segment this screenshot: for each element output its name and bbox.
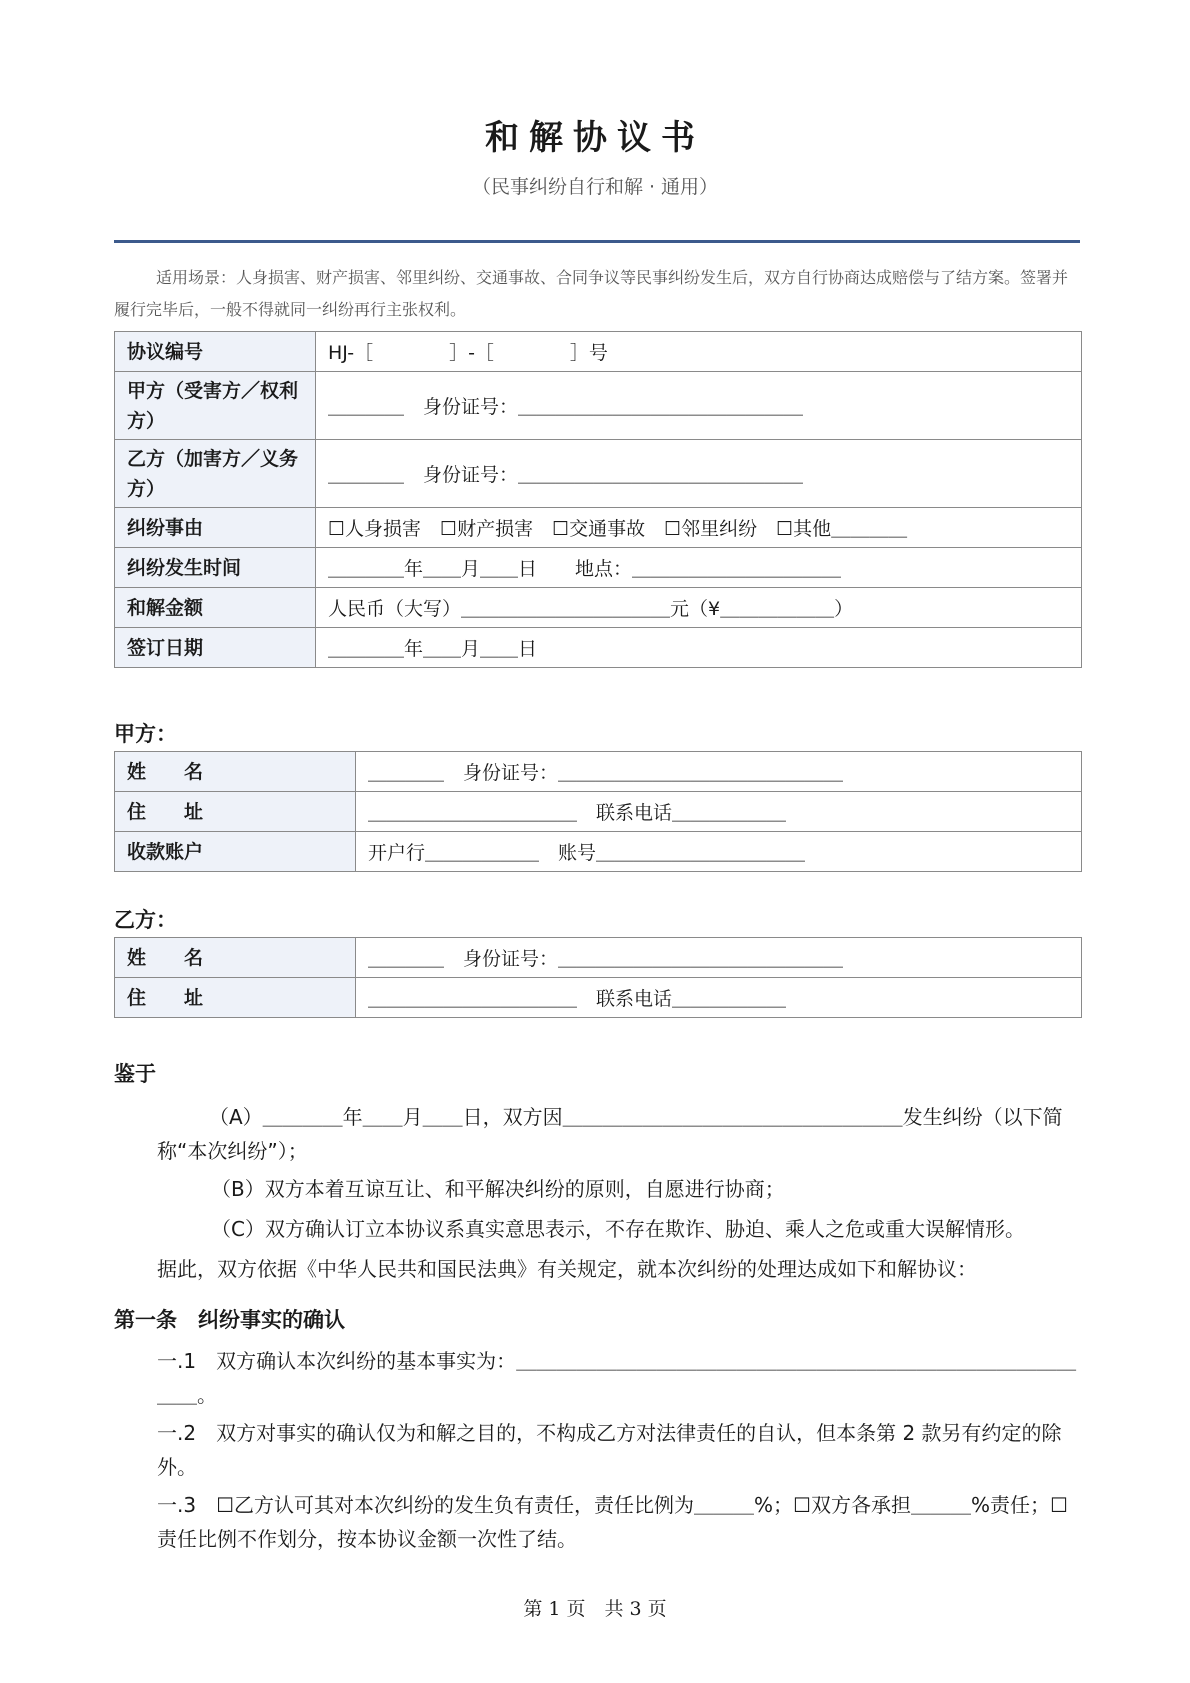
party-b-name-field[interactable]: ＿＿＿＿ 身份证号：＿＿＿＿＿＿＿＿＿＿＿＿＿＿＿ [356, 938, 1082, 978]
document-title: 和解协议书 [485, 118, 705, 158]
table-row [115, 508, 1082, 548]
table-row [115, 372, 1082, 440]
row-label: 住 址 [115, 978, 356, 1018]
summary-table [114, 331, 1082, 668]
whereas-heading: 鉴于 [114, 1062, 156, 1086]
row-label: 甲方（受害方／权利方） [115, 372, 316, 440]
party-a-name-field[interactable]: ＿＿＿＿ 身份证号：＿＿＿＿＿＿＿＿＿＿＿＿＿＿＿ [356, 752, 1082, 792]
party-a-table [114, 751, 1082, 872]
table-row [115, 628, 1082, 668]
dispute-type-checkboxes[interactable]: ☐人身损害 ☐财产损害 ☐交通事故 ☐邻里纠纷 ☐其他＿＿＿＿ [316, 508, 1082, 548]
settlement-amount-field[interactable]: 人民币（大写）＿＿＿＿＿＿＿＿＿＿＿元（¥＿＿＿＿＿＿） [316, 588, 1082, 628]
party-a-field[interactable]: ＿＿＿＿ 身份证号：＿＿＿＿＿＿＿＿＿＿＿＿＿＿＿ [316, 372, 1082, 440]
whereas-clause-b: （B）双方本着互谅互让、和平解决纠纷的原则，自愿进行协商； [211, 1177, 785, 1201]
party-b-table [114, 937, 1082, 1018]
signing-date-field[interactable]: ＿＿＿＿年＿＿月＿＿日 [316, 628, 1082, 668]
dispute-time-field[interactable]: ＿＿＿＿年＿＿月＿＿日 地点：＿＿＿＿＿＿＿＿＿＿＿ [316, 548, 1082, 588]
row-label: 纠纷事由 [115, 508, 316, 548]
party-a-address-field[interactable]: ＿＿＿＿＿＿＿＿＿＿＿ 联系电话＿＿＿＿＿＿ [356, 792, 1082, 832]
table-row [115, 832, 1082, 872]
article-1-clause-2: 一.2 双方对事实的确认仅为和解之目的，不构成乙方对法律责任的自认，但本条第 2 款另有约定的除外。 [157, 1421, 1062, 1479]
table-row [115, 938, 1082, 978]
whereas-clause-a: （A）＿＿＿＿年＿＿月＿＿日，双方因＿＿＿＿＿＿＿＿＿＿＿＿＿＿＿＿＿发生纠纷（以下简称“本次纠纷”）； [157, 1105, 1063, 1163]
title-divider [114, 240, 1080, 243]
party-a-heading: 甲方： [114, 722, 177, 746]
row-label: 协议编号 [115, 332, 316, 372]
whereas-conclusion: 据此，双方依据《中华人民共和国民法典》有关规定，就本次纠纷的处理达成如下和解协议： [157, 1257, 977, 1281]
row-label: 姓 名 [115, 938, 356, 978]
row-label: 签订日期 [115, 628, 316, 668]
table-row [115, 548, 1082, 588]
row-label: 纠纷发生时间 [115, 548, 316, 588]
document-subtitle: （民事纠纷自行和解 · 通用） [471, 176, 719, 198]
article-1-heading: 第一条 纠纷事实的确认 [114, 1308, 345, 1332]
table-row [115, 752, 1082, 792]
party-b-heading: 乙方： [114, 908, 177, 932]
party-b-field[interactable]: ＿＿＿＿ 身份证号：＿＿＿＿＿＿＿＿＿＿＿＿＿＿＿ [316, 440, 1082, 508]
party-a-account-field[interactable]: 开户行＿＿＿＿＿＿ 账号＿＿＿＿＿＿＿＿＿＿＿ [356, 832, 1082, 872]
page-number: 第 1 页 共 3 页 [523, 1598, 667, 1620]
whereas-clause-c: （C）双方确认订立本协议系真实意思表示，不存在欺诈、胁迫、乘人之危或重大误解情形。 [211, 1217, 1025, 1241]
row-label: 姓 名 [115, 752, 356, 792]
table-row [115, 792, 1082, 832]
row-label: 住 址 [115, 792, 356, 832]
agreement-number-field[interactable]: HJ-［ ］-［ ］号 [316, 332, 1082, 372]
article-1-clause-1: 一.1 双方确认本次纠纷的基本事实为：＿＿＿＿＿＿＿＿＿＿＿＿＿＿＿＿＿＿＿＿＿＿＿＿＿＿＿＿＿＿。 [157, 1349, 1077, 1407]
table-row [115, 332, 1082, 372]
row-label: 和解金额 [115, 588, 316, 628]
table-row [115, 588, 1082, 628]
table-row [115, 440, 1082, 508]
party-b-address-field[interactable]: ＿＿＿＿＿＿＿＿＿＿＿ 联系电话＿＿＿＿＿＿ [356, 978, 1082, 1018]
article-1-clause-3: 一.3 ☐乙方认可其对本次纠纷的发生负有责任，责任比例为＿＿＿%；☐双方各承担＿＿＿%责任；☐责任比例不作划分，按本协议金额一次性了结。 [157, 1493, 1068, 1551]
table-row [115, 978, 1082, 1018]
row-label: 乙方（加害方／义务方） [115, 440, 316, 508]
applicability-note: 适用场景：人身损害、财产损害、邻里纠纷、交通事故、合同争议等民事纠纷发生后，双方自行协商达成赔偿与了结方案。签署并履行完毕后，一般不得就同一纠纷再行主张权利。 [114, 268, 1069, 319]
row-label: 收款账户 [115, 832, 356, 872]
